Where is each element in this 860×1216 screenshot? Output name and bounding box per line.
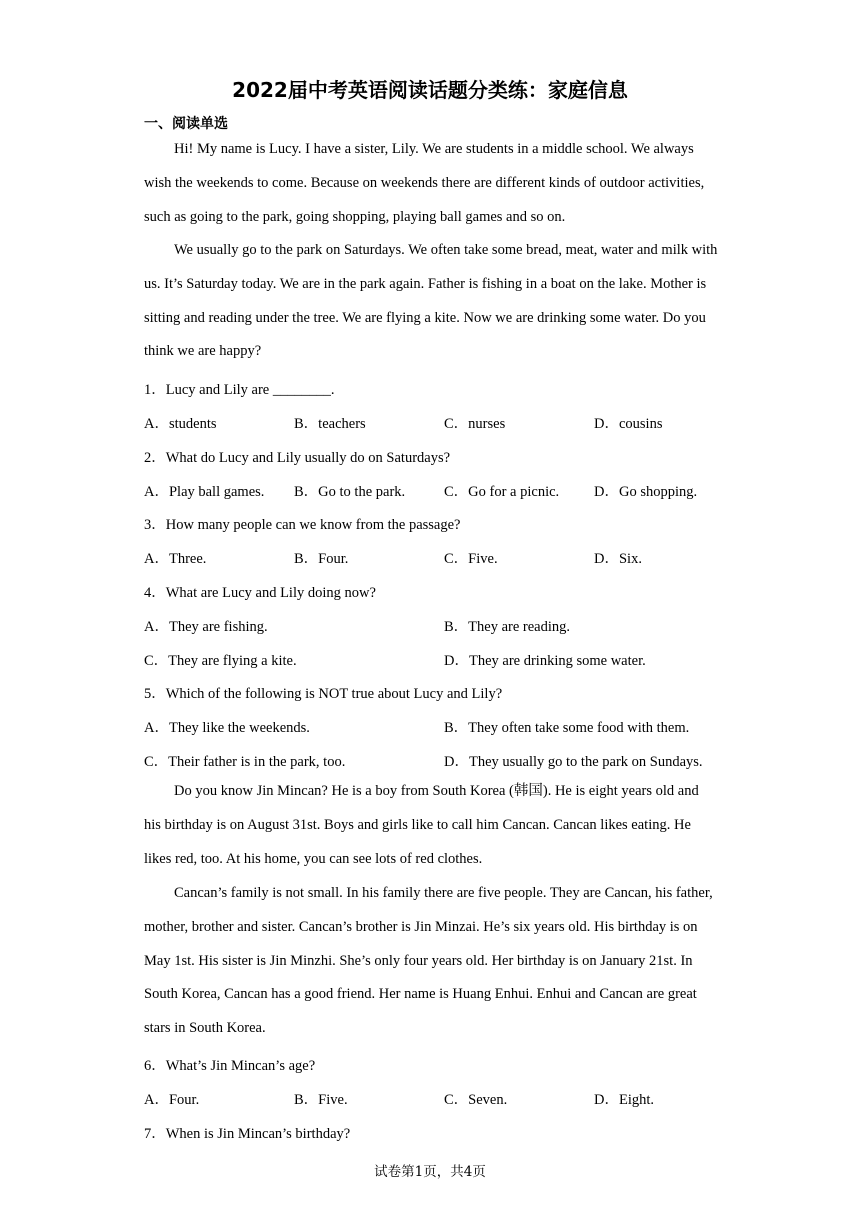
passage1-paragraph-1: Hi! My name is Lucy. I have a sister, Lily. We are students in a middle school. We always wish the weekends to come. Because on weekends there are different kinds of outdoor activities, such as going to the park, going shopping, playing ball games and so on.	[144, 141, 705, 225]
question-4-stem: 4．What are Lucy and Lily doing now?	[144, 585, 376, 601]
question-6-option-d: D．Eight.	[594, 1092, 655, 1108]
passage2-paragraph-2: Cancan’s family is not small. In his family there are five people. They are Cancan, his father, mother, brother and sister. Cancan’s brother is Jin Minzai. He’s six years old. His birthday is on May 1st. His sister is Jin Minzhi. She’s only four years old. Her birthday is on January 21st. In South Korea, Cancan has a good friend. Her name is Huang Enhui. Enhui and Cancan are great stars in South Korea.	[144, 885, 713, 1037]
question-2-option-a: A．Play ball games.	[144, 484, 265, 500]
question-6-option-a: A．Four.	[144, 1092, 200, 1108]
question-4-option-b: B．They are reading.	[444, 619, 571, 635]
question-7-stem: 7．When is Jin Mincan’s birthday?	[144, 1126, 351, 1142]
question-3-option-a: A．Three.	[144, 551, 207, 567]
question-5-option-d: D．They usually go to the park on Sundays.	[444, 754, 703, 770]
question-2-stem: 2．What do Lucy and Lily usually do on Saturdays?	[144, 450, 451, 466]
question-3-option-b: B．Four.	[294, 551, 349, 567]
question-2-option-d: D．Go shopping.	[594, 484, 698, 500]
question-4-option-d: D．They are drinking some water.	[444, 653, 646, 669]
question-5-option-a: A．They like the weekends.	[144, 720, 310, 736]
question-4-option-a: A．They are fishing.	[144, 619, 268, 635]
passage1-paragraph-2: We usually go to the park on Saturdays. We often take some bread, meat, water and milk with us. It’s Saturday today. We are in the park again. Father is fishing in a boat on the lake. Mother is sitting and reading under the tree. We are flying a kite. Now we are drinking some water. Do you think we are happy?	[144, 242, 718, 360]
question-1-option-b: B．teachers	[294, 416, 366, 432]
question-6-option-c: C．Seven.	[444, 1092, 508, 1108]
question-3-option-d: D．Six.	[594, 551, 642, 567]
question-5-stem: 5．Which of the following is NOT true about Lucy and Lily?	[144, 686, 503, 702]
question-4-option-c: C．They are flying a kite.	[144, 653, 297, 669]
question-1-option-a: A．students	[144, 416, 217, 432]
page-title: 2022届中考英语阅读话题分类练：家庭信息	[232, 78, 628, 102]
section-heading: 一、阅读单选	[144, 116, 228, 132]
question-5-option-c: C．Their father is in the park, too.	[144, 754, 346, 770]
page-footer: 试卷第1页，共4页	[374, 1164, 486, 1180]
question-6-option-b: B．Five.	[294, 1092, 348, 1108]
passage2-paragraph-1: Do you know Jin Mincan? He is a boy from South Korea (韩国). He is eight years old and his birthday is on August 31st. Boys and girls like to call him Cancan. Cancan likes eating. He likes red, too. At his home, you can see lots of red clothes.	[144, 783, 699, 867]
question-2-option-c: C．Go for a picnic.	[444, 484, 560, 500]
question-1-stem: 1．Lucy and Lily are ________.	[144, 382, 335, 398]
question-5-option-b: B．They often take some food with them.	[444, 720, 690, 736]
question-6-stem: 6．What’s Jin Mincan’s age?	[144, 1058, 316, 1074]
question-3-option-c: C．Five.	[444, 551, 498, 567]
question-2-option-b: B．Go to the park.	[294, 484, 406, 500]
question-1-option-c: C．nurses	[444, 416, 506, 432]
question-3-stem: 3．How many people can we know from the passage?	[144, 517, 461, 533]
question-1-option-d: D．cousins	[594, 416, 663, 432]
